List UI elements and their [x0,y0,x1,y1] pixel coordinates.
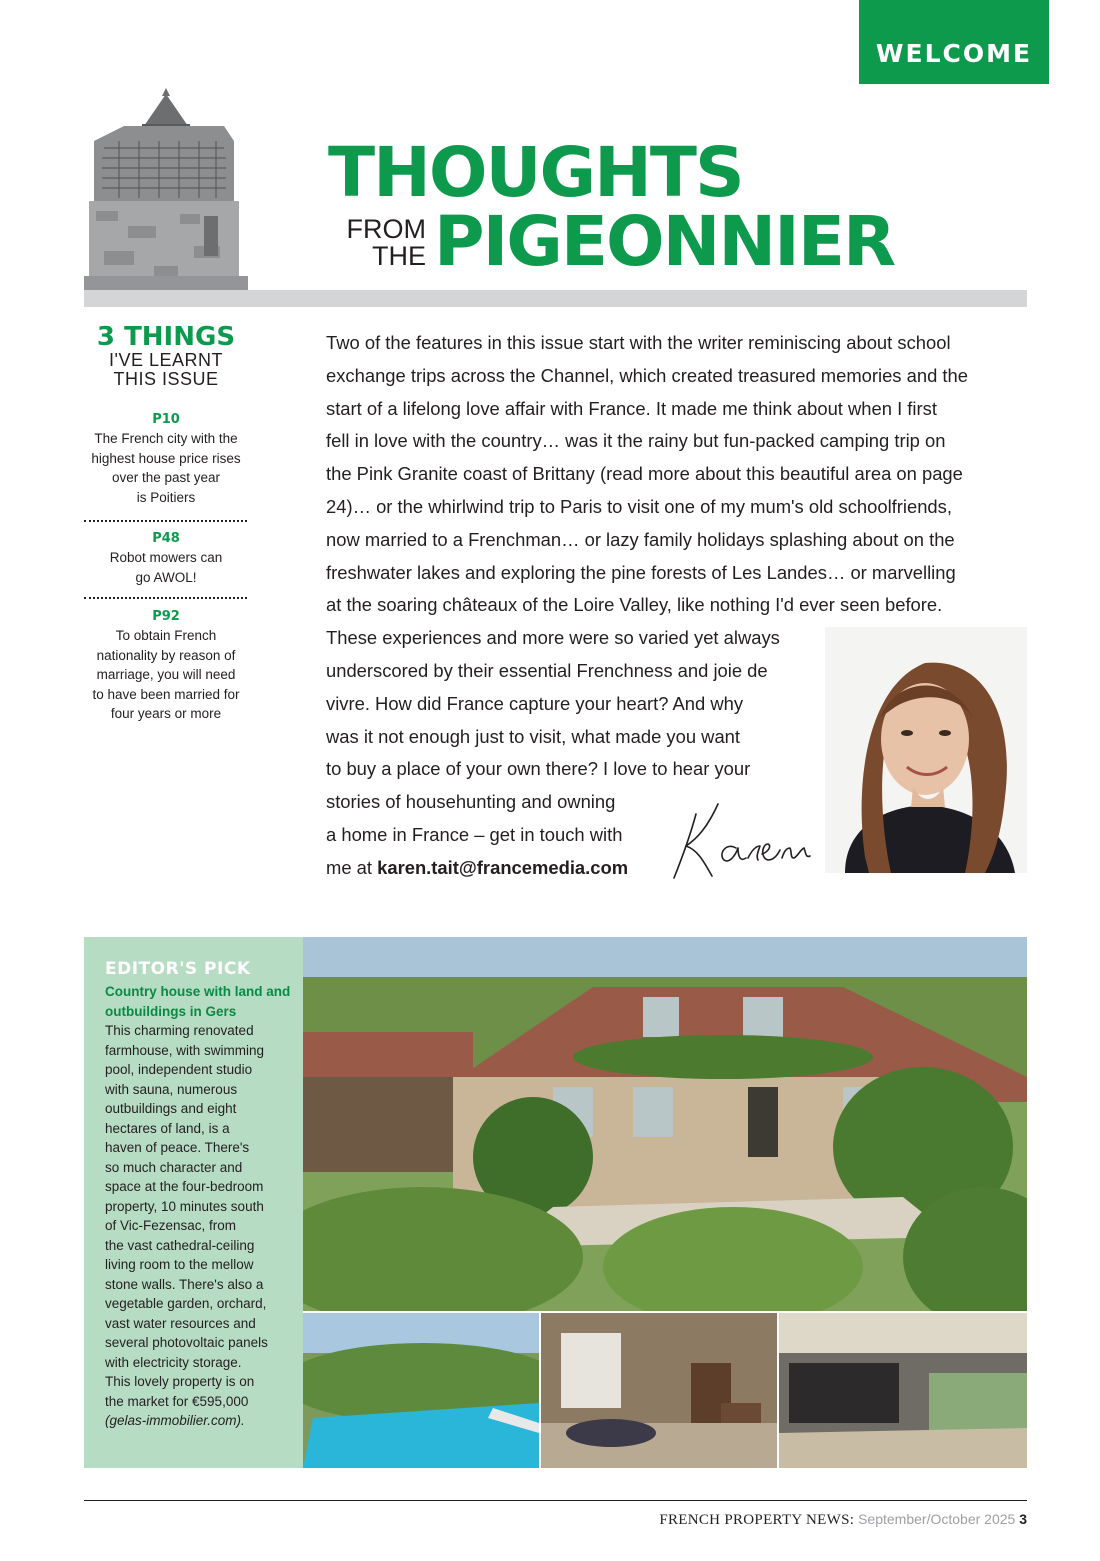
letter-line: exchange trips across the Channel, which created treasured memories and the [326,364,968,386]
letter-line: These experiences and more were so varied yet always [326,627,780,649]
pick-line: stone walls. There's also a [105,1276,264,1292]
pick-line: living room to the mellow [105,1257,254,1272]
pick-line: pool, independent studio [105,1062,253,1077]
pick-line: This charming renovated [105,1023,254,1038]
editor-portrait-photo [825,627,1027,873]
tip-line: marriage, you will need [96,667,236,682]
footer-divider [84,1500,1027,1501]
tip-line: go AWOL! [135,569,197,585]
tip-line: To obtain French [115,628,217,643]
title-from: FROM [346,214,426,244]
pigeonnier-tower-illustration [84,86,248,290]
letter-line: was it not enough just to visit, what made you want [326,725,741,747]
property-agent-link[interactable]: (gelas-immobilier.com). [105,1413,245,1428]
sidebar-subheading-2: THIS ISSUE [113,369,219,389]
pick-line: outbuildings and eight [105,1101,237,1116]
letter-line-prefix: me at [326,856,378,878]
pick-line: so much character and [105,1159,243,1175]
letter-line: Two of the features in this issue start with the writer reminiscing about school [326,332,951,353]
tip-line: is Poitiers [136,489,196,505]
dotted-divider [84,520,247,522]
sidebar-tip [84,530,248,587]
footer-magazine-name: FRENCH PROPERTY NEWS: [659,1512,855,1528]
tip-line: The French city with the [94,431,238,446]
swimming-pool-photo [303,1313,539,1468]
tip-page-ref: P10 [152,412,180,427]
pick-line: with sauna, numerous [105,1081,238,1097]
pick-line: vast water resources and [105,1315,256,1331]
pick-line: hectares of land, is a [105,1120,230,1136]
title-pigeonnier: PIGEONNIER [434,202,895,282]
tip-page-ref: P48 [152,531,180,546]
tip-line: nationality by reason of [96,647,236,663]
pick-line: This lovely property is on [105,1374,255,1389]
tip-line: four years or more [110,706,222,721]
pick-line: with electricity storage. [105,1354,242,1370]
letter-line: at the soaring châteaux of the Loire Valley, like nothing I'd ever seen before. [326,594,943,616]
pick-line: several photovoltaic panels [105,1335,268,1350]
editors-pick-description [105,1021,295,1431]
letter-line: freshwater lakes and exploring the pine forests of Les Landes… or marvelling [326,561,956,583]
pick-line: the market for €595,000 [105,1393,249,1409]
sidebar-subheading-1: I'VE LEARNT [109,350,223,370]
editor-signature [668,796,818,886]
title-thoughts: THOUGHTS [328,133,743,213]
farmhouse-main-photo [303,937,1027,1311]
living-room-photo [541,1313,777,1468]
sidebar-tip [84,411,248,507]
pick-line: farmhouse, with swimming [105,1042,265,1058]
letter-line: the Pink Granite coast of Brittany (read more about this beautiful area on page [326,463,963,485]
tip-line: to have been married for [92,686,240,702]
letter-line: stories of househunting and owning [326,791,616,813]
title-divider [84,290,1027,307]
letter-line: a home in France – get in touch with [326,823,623,845]
letter-line: fell in love with the country… was it the rainy but fun-packed camping trip on [326,430,946,452]
pick-line: space at the four-bedroom [105,1179,264,1194]
title-the: THE [372,241,426,271]
page-number: 3 [1019,1511,1027,1527]
letter-line: now married to a Frenchman… or lazy family holidays splashing about on the [326,528,955,550]
page-footer [540,1511,1027,1529]
letter-line: 24)… or the whirlwind trip to Paris to visit one of my mum's old schoolfriends, [326,495,952,517]
tip-line: highest house price rises [91,450,241,466]
pick-line: the vast cathedral-ceiling [105,1237,255,1253]
editors-pick-subtitle: Country house with land and outbuildings in Gers [105,984,291,1019]
letter-line: underscored by their essential Frenchness and joie de [326,659,768,681]
letter-line: vivre. How did France capture your heart? And why [326,692,744,714]
footer-issue-date: September/October 2025 [858,1511,1016,1527]
pick-line: property, 10 minutes south [105,1198,264,1214]
tip-page-ref: P92 [152,609,180,624]
pick-line: vegetable garden, orchard, [105,1296,267,1311]
tip-line: over the past year [111,470,221,485]
tip-line: Robot mowers can [109,550,223,565]
pick-line: haven of peace. There's [105,1140,250,1155]
pick-line: of Vic-Fezensac, from [105,1218,237,1233]
editors-pick-heading: EDITOR'S PICK [105,959,251,979]
section-tab-welcome: WELCOME [859,0,1049,84]
editor-email-link[interactable]: karen.tait@francemedia.com [377,856,629,878]
letter-line: start of a lifelong love affair with France. It made me think about when I first [326,397,937,419]
letter-line: to buy a place of your own there? I love to hear your [326,758,751,780]
kitchen-photo [779,1313,1027,1468]
dotted-divider [84,597,247,599]
sidebar-heading: 3 THINGS [96,322,236,352]
sidebar-tip [84,608,248,724]
